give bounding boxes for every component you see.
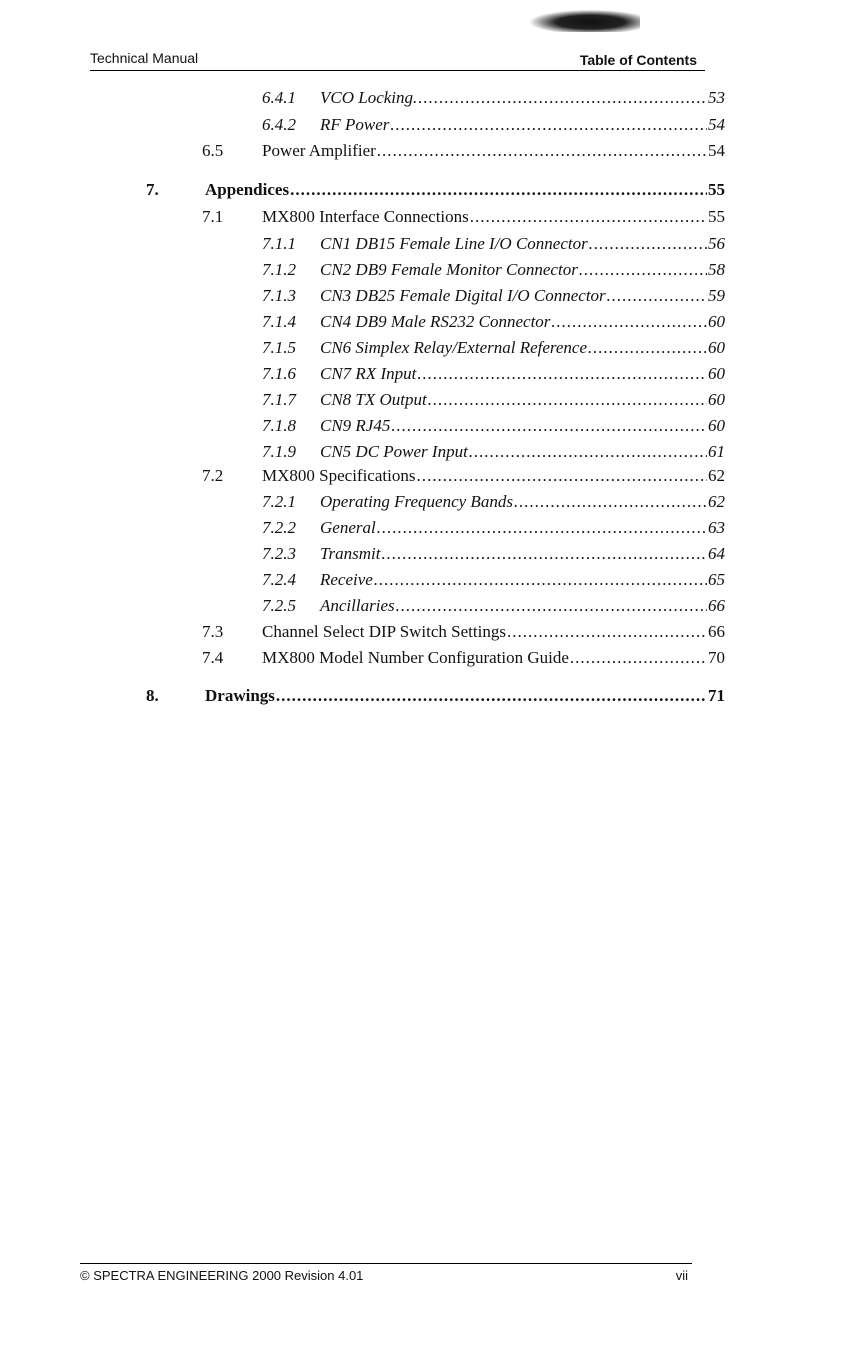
toc-entry-title: VCO Locking. [320,88,418,107]
toc-entry-number: 7.2 [202,466,224,485]
toc-entry[interactable] [0,207,850,233]
footer-copyright: © SPECTRA ENGINEERING 2000 Revision 4.01 [80,1268,364,1283]
toc-entry-number: 7.1.3 [262,286,296,305]
toc-leader-dots [276,686,707,706]
toc-entry-title: CN4 DB9 Male RS232 Connector [320,312,551,331]
toc-entry-number: 7.1.5 [262,338,296,357]
toc-leader-dots [290,180,707,200]
toc-leader-dots [391,416,707,436]
toc-entry-title: CN5 DC Power Input [320,442,468,461]
toc-entry[interactable] [0,518,850,544]
toc-entry-title: Ancillaries [320,596,395,615]
toc-entry-title: CN1 DB15 Female Line I/O Connector [320,234,588,253]
toc-leader-dots [416,466,707,486]
toc-leader-dots [470,207,707,227]
toc-entry-page: 55 [708,180,725,199]
toc-entry-line [262,622,725,642]
toc-entry[interactable] [0,544,850,570]
toc-entry-page: 60 [708,312,725,331]
toc-entry-line [262,466,725,486]
toc-entry-page: 60 [708,364,725,383]
toc-entry-title: CN2 DB9 Female Monitor Connector [320,260,578,279]
toc-entry-title: MX800 Specifications [262,466,416,485]
toc-leader-dots [418,88,707,108]
toc-entry-page: 65 [708,570,725,589]
toc-entry-title: MX800 Model Number Configuration Guide [262,648,569,667]
toc-entry-line [320,416,725,436]
toc-leader-dots [514,492,707,512]
toc-entry[interactable] [0,596,850,622]
toc-entry-title: CN6 Simplex Relay/External Reference [320,338,588,357]
toc-entry-number: 7.3 [202,622,224,641]
header-section-title: Table of Contents [579,52,697,68]
toc-leader-dots [377,141,707,161]
toc-leader-dots [428,390,707,410]
toc-entry-title: Appendices [205,180,290,199]
toc-entry[interactable] [0,141,850,167]
toc-entry-line [205,686,725,706]
toc-entry-page: 62 [708,466,725,485]
toc-entry[interactable] [0,260,850,286]
toc-entry-number: 7.2.3 [262,544,296,563]
page-header [90,50,705,71]
toc-entry-page: 70 [708,648,725,667]
toc-entry-page: 66 [708,596,725,615]
toc-entry-number: 7.1.8 [262,416,296,435]
toc-entry-number: 7.1.4 [262,312,296,331]
toc-entry-line [320,492,725,512]
toc-entry-page: 59 [708,286,725,305]
toc-leader-dots [607,286,707,306]
toc-entry-title: General [320,518,376,537]
toc-entry-page: 62 [708,492,725,511]
toc-entry-number: 8. [146,686,159,705]
toc-entry-line [320,390,725,410]
toc-entry-line [320,260,725,280]
toc-entry-line [320,338,725,358]
toc-entry[interactable] [0,115,850,141]
toc-leader-dots [390,115,707,135]
toc-entry-title: Operating Frequency Bands [320,492,513,511]
toc-leader-dots [551,312,707,332]
toc-entry-number: 7.1.7 [262,390,296,409]
toc-entry[interactable] [0,492,850,518]
toc-entry-number: 7.1.1 [262,234,296,253]
toc-entry[interactable] [0,570,850,596]
toc-entry-title: CN8 TX Output [320,390,427,409]
toc-entry-number: 7.2.4 [262,570,296,589]
toc-entry[interactable] [0,416,850,442]
toc-entry-page: 66 [708,622,725,641]
toc-leader-dots [417,364,707,384]
header-manual-title: Technical Manual [90,50,199,66]
toc-entry-title: RF Power [320,115,390,134]
toc-entry-number: 7.1.9 [262,442,296,461]
toc-leader-dots [377,518,707,538]
toc-entry-line [320,286,725,306]
toc-entry-page: 54 [708,115,725,134]
toc-entry[interactable] [0,234,850,260]
toc-entry[interactable] [0,312,850,338]
toc-entry[interactable] [0,622,850,648]
toc-entry-title: Receive [320,570,373,589]
toc-entry-page: 61 [708,442,725,461]
toc-entry-title: CN9 RJ45 [320,416,391,435]
toc-entry-title: Power Amplifier [262,141,376,160]
toc-entry[interactable] [0,286,850,312]
toc-entry[interactable] [0,466,850,492]
toc-entry-line [262,141,725,161]
toc-entry-page: 60 [708,416,725,435]
toc-entry-line [320,115,725,135]
toc-entry-number: 7.4 [202,648,224,667]
toc-entry-page: 64 [708,544,725,563]
toc-entry-line [205,180,725,200]
toc-entry-number: 6.4.1 [262,88,296,107]
toc-entry-title: Drawings [205,686,275,705]
toc-entry-title: Transmit [320,544,381,563]
toc-entry-line [320,234,725,254]
toc-entry-page: 58 [708,260,725,279]
toc-entry[interactable] [0,180,850,206]
toc-entry[interactable] [0,338,850,364]
toc-entry-page: 55 [708,207,725,226]
toc-entry-line [262,648,725,668]
toc-entry-line [320,442,725,462]
toc-leader-dots [507,622,707,642]
toc-entry-number: 6.5 [202,141,224,160]
toc-entry[interactable] [0,648,850,674]
scan-smudge [530,10,640,32]
toc-entry-number: 7.2.5 [262,596,296,615]
toc-entry-number: 7.1.2 [262,260,296,279]
toc-entry[interactable] [0,88,850,114]
toc-leader-dots [396,596,707,616]
toc-entry-number: 7. [146,180,159,199]
toc-entry-page: 56 [708,234,725,253]
toc-entry-page: 71 [708,686,725,705]
toc-leader-dots [374,570,707,590]
toc-leader-dots [570,648,707,668]
toc-entry-number: 7.1.6 [262,364,296,383]
toc-leader-dots [381,544,707,564]
toc-entry[interactable] [0,390,850,416]
toc-leader-dots [579,260,707,280]
toc-entry-line [320,312,725,332]
toc-entry-line [320,596,725,616]
toc-entry-number: 7.2.1 [262,492,296,511]
toc-entry-page: 60 [708,390,725,409]
toc-entry-title: CN3 DB25 Female Digital I/O Connector [320,286,606,305]
toc-entry-line [320,518,725,538]
toc-entry-title: Channel Select DIP Switch Settings [262,622,506,641]
page-footer [80,1263,692,1284]
toc-leader-dots [588,338,707,358]
toc-entry-page: 53 [708,88,725,107]
toc-entry-number: 7.1 [202,207,224,226]
toc-entry-title: MX800 Interface Connections [262,207,469,226]
toc-entry-page: 60 [708,338,725,357]
toc-entry-line [320,544,725,564]
toc-entry-line [320,570,725,590]
toc-leader-dots [469,442,707,462]
toc-entry-number: 7.2.2 [262,518,296,537]
toc-entry-page: 63 [708,518,725,537]
toc-entry-number: 6.4.2 [262,115,296,134]
toc-entry-title: CN7 RX Input [320,364,417,383]
toc-entry-line [262,207,725,227]
toc-entry[interactable] [0,442,850,468]
toc-entry[interactable] [0,686,850,712]
toc-entry-page: 54 [708,141,725,160]
toc-entry-line [320,364,725,384]
toc-entry-line [320,88,725,108]
toc-entry[interactable] [0,364,850,390]
toc-leader-dots [589,234,707,254]
page-number: vii [675,1268,688,1283]
